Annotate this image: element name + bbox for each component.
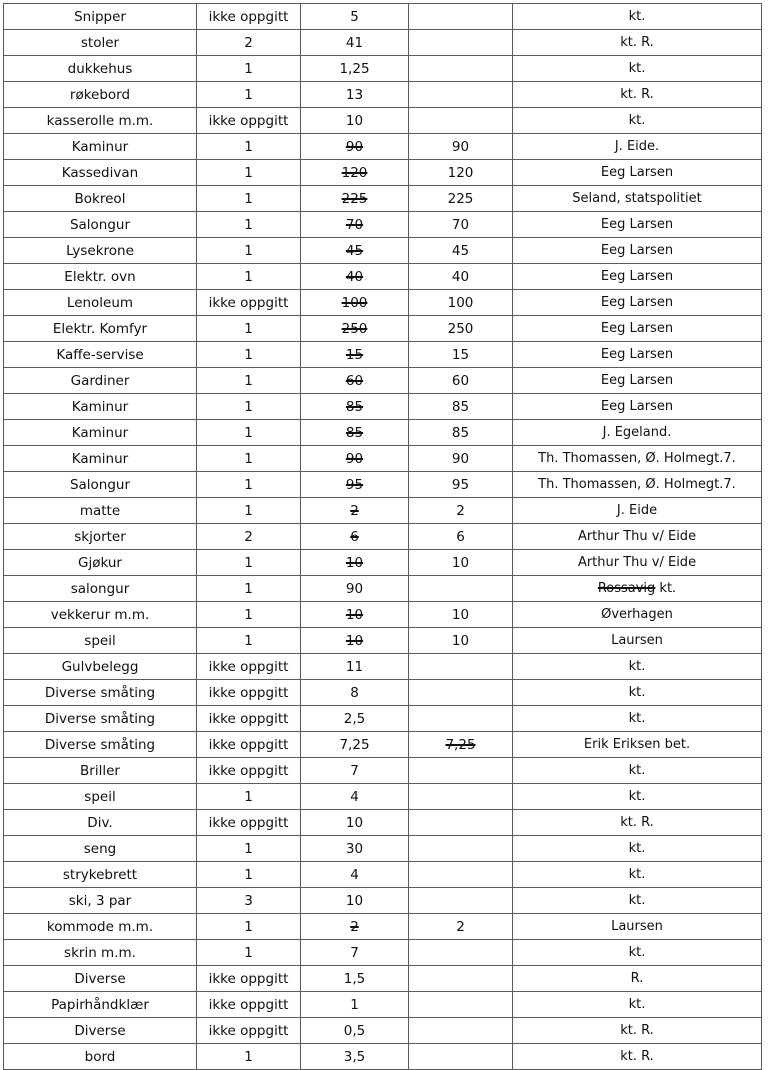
table-row bbox=[4, 4, 762, 30]
buyer-cell: R. bbox=[513, 966, 762, 992]
value-cell: 90 bbox=[301, 446, 409, 472]
value-cell: 120 bbox=[301, 160, 409, 186]
buyer-cell: Eeg Larsen bbox=[513, 238, 762, 264]
item-name-cell: Diverse småting bbox=[4, 732, 197, 758]
price-cell: 15 bbox=[409, 342, 513, 368]
price-cell bbox=[409, 888, 513, 914]
item-name-cell: Kaminur bbox=[4, 394, 197, 420]
buyer-cell: kt. bbox=[513, 992, 762, 1018]
buyer-cell: Laursen bbox=[513, 628, 762, 654]
item-name-cell: Lenoleum bbox=[4, 290, 197, 316]
quantity-cell: 1 bbox=[197, 82, 301, 108]
quantity-cell: 1 bbox=[197, 342, 301, 368]
quantity-cell: ikke oppgitt bbox=[197, 810, 301, 836]
item-name-cell: matte bbox=[4, 498, 197, 524]
item-name-cell: seng bbox=[4, 836, 197, 862]
value-cell: 85 bbox=[301, 420, 409, 446]
value-cell: 90 bbox=[301, 134, 409, 160]
value-cell: 10 bbox=[301, 550, 409, 576]
price-cell bbox=[409, 108, 513, 134]
buyer-cell: kt. bbox=[513, 680, 762, 706]
price-cell: 90 bbox=[409, 446, 513, 472]
buyer-rest-text: kt. bbox=[655, 581, 677, 596]
item-name-cell: speil bbox=[4, 784, 197, 810]
item-name-cell: salongur bbox=[4, 576, 197, 602]
table-row bbox=[4, 1018, 762, 1044]
item-name-cell: Diverse småting bbox=[4, 706, 197, 732]
table-row bbox=[4, 446, 762, 472]
quantity-cell: 1 bbox=[197, 56, 301, 82]
item-name-cell: Salongur bbox=[4, 212, 197, 238]
table-row bbox=[4, 420, 762, 446]
value-cell: 2 bbox=[301, 498, 409, 524]
value-cell: 4 bbox=[301, 862, 409, 888]
buyer-cell: Øverhagen bbox=[513, 602, 762, 628]
table-row bbox=[4, 628, 762, 654]
price-cell: 45 bbox=[409, 238, 513, 264]
value-cell: 11 bbox=[301, 654, 409, 680]
table-row bbox=[4, 264, 762, 290]
value-cell: 7 bbox=[301, 758, 409, 784]
quantity-cell: ikke oppgitt bbox=[197, 654, 301, 680]
item-name-cell: Bokreol bbox=[4, 186, 197, 212]
quantity-cell: ikke oppgitt bbox=[197, 108, 301, 134]
quantity-cell: 1 bbox=[197, 186, 301, 212]
buyer-cell: Laursen bbox=[513, 914, 762, 940]
price-cell: 10 bbox=[409, 628, 513, 654]
value-cell: 30 bbox=[301, 836, 409, 862]
buyer-cell: kt. bbox=[513, 654, 762, 680]
buyer-cell: Th. Thomassen, Ø. Holmegt.7. bbox=[513, 472, 762, 498]
table-row bbox=[4, 472, 762, 498]
price-cell: 7,25 bbox=[409, 732, 513, 758]
item-name-cell: røkebord bbox=[4, 82, 197, 108]
buyer-cell: Eeg Larsen bbox=[513, 368, 762, 394]
quantity-cell: 1 bbox=[197, 394, 301, 420]
price-cell bbox=[409, 810, 513, 836]
value-cell: 41 bbox=[301, 30, 409, 56]
quantity-cell: 1 bbox=[197, 628, 301, 654]
price-cell: 95 bbox=[409, 472, 513, 498]
item-name-cell: kommode m.m. bbox=[4, 914, 197, 940]
buyer-cell: kt. R. bbox=[513, 1018, 762, 1044]
item-name-cell: kasserolle m.m. bbox=[4, 108, 197, 134]
value-cell: 3,5 bbox=[301, 1044, 409, 1070]
table-row bbox=[4, 524, 762, 550]
item-name-cell: Diverse bbox=[4, 966, 197, 992]
quantity-cell: 1 bbox=[197, 264, 301, 290]
item-name-cell: strykebrett bbox=[4, 862, 197, 888]
item-name-cell: Kaminur bbox=[4, 134, 197, 160]
item-name-cell: Div. bbox=[4, 810, 197, 836]
value-cell: 1,5 bbox=[301, 966, 409, 992]
buyer-cell: kt. bbox=[513, 888, 762, 914]
table-row bbox=[4, 238, 762, 264]
value-cell: 8 bbox=[301, 680, 409, 706]
item-name-cell: Papirhåndklær bbox=[4, 992, 197, 1018]
buyer-cell: Eeg Larsen bbox=[513, 290, 762, 316]
table-row bbox=[4, 966, 762, 992]
buyer-cell: Eeg Larsen bbox=[513, 394, 762, 420]
value-cell: 45 bbox=[301, 238, 409, 264]
item-name-cell: speil bbox=[4, 628, 197, 654]
table-row bbox=[4, 550, 762, 576]
quantity-cell: 1 bbox=[197, 134, 301, 160]
buyer-cell: J. Egeland. bbox=[513, 420, 762, 446]
inventory-table-body bbox=[4, 4, 762, 1070]
quantity-cell: ikke oppgitt bbox=[197, 966, 301, 992]
price-cell: 40 bbox=[409, 264, 513, 290]
item-name-cell: vekkerur m.m. bbox=[4, 602, 197, 628]
table-row bbox=[4, 30, 762, 56]
value-cell: 10 bbox=[301, 888, 409, 914]
table-row bbox=[4, 108, 762, 134]
quantity-cell: 1 bbox=[197, 420, 301, 446]
item-name-cell: Elektr. ovn bbox=[4, 264, 197, 290]
table-row bbox=[4, 914, 762, 940]
item-name-cell: Snipper bbox=[4, 4, 197, 30]
price-cell bbox=[409, 940, 513, 966]
buyer-cell: kt. bbox=[513, 836, 762, 862]
value-cell: 90 bbox=[301, 576, 409, 602]
value-cell: 85 bbox=[301, 394, 409, 420]
table-row bbox=[4, 134, 762, 160]
buyer-cell: kt. bbox=[513, 784, 762, 810]
price-cell bbox=[409, 758, 513, 784]
quantity-cell: ikke oppgitt bbox=[197, 706, 301, 732]
value-cell: 2 bbox=[301, 914, 409, 940]
quantity-cell: ikke oppgitt bbox=[197, 992, 301, 1018]
buyer-cell: J. Eide bbox=[513, 498, 762, 524]
buyer-cell: Arthur Thu v/ Eide bbox=[513, 524, 762, 550]
quantity-cell: 2 bbox=[197, 524, 301, 550]
price-cell: 10 bbox=[409, 602, 513, 628]
buyer-cell: kt. bbox=[513, 108, 762, 134]
value-cell: 6 bbox=[301, 524, 409, 550]
value-cell: 13 bbox=[301, 82, 409, 108]
quantity-cell: ikke oppgitt bbox=[197, 290, 301, 316]
price-cell: 2 bbox=[409, 914, 513, 940]
price-cell: 6 bbox=[409, 524, 513, 550]
buyer-cell: kt. bbox=[513, 706, 762, 732]
quantity-cell: 2 bbox=[197, 30, 301, 56]
price-cell: 225 bbox=[409, 186, 513, 212]
price-cell bbox=[409, 862, 513, 888]
value-cell: 0,5 bbox=[301, 1018, 409, 1044]
item-name-cell: Diverse småting bbox=[4, 680, 197, 706]
value-cell: 1 bbox=[301, 992, 409, 1018]
price-cell bbox=[409, 82, 513, 108]
quantity-cell: 1 bbox=[197, 212, 301, 238]
value-cell: 1,25 bbox=[301, 56, 409, 82]
value-cell: 4 bbox=[301, 784, 409, 810]
item-name-cell: stoler bbox=[4, 30, 197, 56]
table-row bbox=[4, 316, 762, 342]
price-cell: 120 bbox=[409, 160, 513, 186]
quantity-cell: 1 bbox=[197, 862, 301, 888]
table-row bbox=[4, 602, 762, 628]
buyer-cell: Seland, statspolitiet bbox=[513, 186, 762, 212]
buyer-cell: Arthur Thu v/ Eide bbox=[513, 550, 762, 576]
item-name-cell: Briller bbox=[4, 758, 197, 784]
value-cell: 10 bbox=[301, 810, 409, 836]
item-name-cell: Gjøkur bbox=[4, 550, 197, 576]
buyer-cell: J. Eide. bbox=[513, 134, 762, 160]
value-cell: 10 bbox=[301, 108, 409, 134]
buyer-cell bbox=[513, 576, 762, 602]
price-cell bbox=[409, 654, 513, 680]
quantity-cell: 1 bbox=[197, 498, 301, 524]
table-row bbox=[4, 940, 762, 966]
table-row bbox=[4, 888, 762, 914]
buyer-cell: Th. Thomassen, Ø. Holmegt.7. bbox=[513, 446, 762, 472]
quantity-cell: ikke oppgitt bbox=[197, 1018, 301, 1044]
price-cell bbox=[409, 1044, 513, 1070]
quantity-cell: 1 bbox=[197, 368, 301, 394]
table-row bbox=[4, 732, 762, 758]
value-cell: 40 bbox=[301, 264, 409, 290]
table-row bbox=[4, 810, 762, 836]
quantity-cell: 1 bbox=[197, 472, 301, 498]
quantity-cell: 1 bbox=[197, 316, 301, 342]
item-name-cell: Gardiner bbox=[4, 368, 197, 394]
value-cell: 7,25 bbox=[301, 732, 409, 758]
item-name-cell: skrin m.m. bbox=[4, 940, 197, 966]
price-cell: 90 bbox=[409, 134, 513, 160]
quantity-cell: 1 bbox=[197, 602, 301, 628]
table-row bbox=[4, 82, 762, 108]
table-row bbox=[4, 654, 762, 680]
quantity-cell: 1 bbox=[197, 914, 301, 940]
value-cell: 100 bbox=[301, 290, 409, 316]
value-cell: 60 bbox=[301, 368, 409, 394]
buyer-cell: Eeg Larsen bbox=[513, 160, 762, 186]
buyer-cell: Erik Eriksen bet. bbox=[513, 732, 762, 758]
inventory-table bbox=[3, 3, 762, 1070]
table-row bbox=[4, 290, 762, 316]
quantity-cell: 1 bbox=[197, 576, 301, 602]
table-row bbox=[4, 758, 762, 784]
item-name-cell: ski, 3 par bbox=[4, 888, 197, 914]
quantity-cell: 1 bbox=[197, 836, 301, 862]
value-cell: 250 bbox=[301, 316, 409, 342]
buyer-cell: kt. bbox=[513, 56, 762, 82]
price-cell: 85 bbox=[409, 394, 513, 420]
quantity-cell: 1 bbox=[197, 940, 301, 966]
table-row bbox=[4, 394, 762, 420]
quantity-cell: 1 bbox=[197, 238, 301, 264]
buyer-cell: Eeg Larsen bbox=[513, 212, 762, 238]
item-name-cell: skjorter bbox=[4, 524, 197, 550]
price-cell: 10 bbox=[409, 550, 513, 576]
item-name-cell: Kaminur bbox=[4, 446, 197, 472]
quantity-cell: ikke oppgitt bbox=[197, 758, 301, 784]
table-row bbox=[4, 576, 762, 602]
price-cell: 60 bbox=[409, 368, 513, 394]
table-row bbox=[4, 784, 762, 810]
quantity-cell: 3 bbox=[197, 888, 301, 914]
table-row bbox=[4, 706, 762, 732]
price-cell bbox=[409, 784, 513, 810]
price-cell bbox=[409, 576, 513, 602]
price-cell bbox=[409, 706, 513, 732]
item-name-cell: Salongur bbox=[4, 472, 197, 498]
table-row bbox=[4, 680, 762, 706]
item-name-cell: dukkehus bbox=[4, 56, 197, 82]
table-row bbox=[4, 56, 762, 82]
value-cell: 7 bbox=[301, 940, 409, 966]
value-cell: 2,5 bbox=[301, 706, 409, 732]
price-cell bbox=[409, 30, 513, 56]
buyer-cell: kt. R. bbox=[513, 82, 762, 108]
quantity-cell: ikke oppgitt bbox=[197, 732, 301, 758]
price-cell: 100 bbox=[409, 290, 513, 316]
item-name-cell: bord bbox=[4, 1044, 197, 1070]
buyer-cell: Eeg Larsen bbox=[513, 316, 762, 342]
table-row bbox=[4, 160, 762, 186]
item-name-cell: Kaffe-servise bbox=[4, 342, 197, 368]
value-cell: 95 bbox=[301, 472, 409, 498]
item-name-cell: Lysekrone bbox=[4, 238, 197, 264]
item-name-cell: Kaminur bbox=[4, 420, 197, 446]
value-cell: 225 bbox=[301, 186, 409, 212]
table-row bbox=[4, 992, 762, 1018]
buyer-cell: kt. bbox=[513, 862, 762, 888]
table-row bbox=[4, 836, 762, 862]
buyer-cell: Eeg Larsen bbox=[513, 264, 762, 290]
price-cell bbox=[409, 836, 513, 862]
table-row bbox=[4, 186, 762, 212]
table-row bbox=[4, 212, 762, 238]
item-name-cell: Gulvbelegg bbox=[4, 654, 197, 680]
buyer-cell: kt. R. bbox=[513, 1044, 762, 1070]
quantity-cell: ikke oppgitt bbox=[197, 4, 301, 30]
price-cell bbox=[409, 992, 513, 1018]
item-name-cell: Diverse bbox=[4, 1018, 197, 1044]
buyer-struck-text: Rossavig bbox=[597, 581, 656, 596]
buyer-cell: kt. bbox=[513, 940, 762, 966]
quantity-cell: 1 bbox=[197, 784, 301, 810]
price-cell: 250 bbox=[409, 316, 513, 342]
table-row bbox=[4, 1044, 762, 1070]
value-cell: 15 bbox=[301, 342, 409, 368]
quantity-cell: 1 bbox=[197, 160, 301, 186]
value-cell: 5 bbox=[301, 4, 409, 30]
item-name-cell: Kassedivan bbox=[4, 160, 197, 186]
value-cell: 10 bbox=[301, 602, 409, 628]
buyer-cell: kt. R. bbox=[513, 810, 762, 836]
price-cell: 70 bbox=[409, 212, 513, 238]
quantity-cell: 1 bbox=[197, 1044, 301, 1070]
price-cell: 85 bbox=[409, 420, 513, 446]
value-cell: 70 bbox=[301, 212, 409, 238]
quantity-cell: 1 bbox=[197, 446, 301, 472]
price-cell bbox=[409, 966, 513, 992]
buyer-cell: kt. R. bbox=[513, 30, 762, 56]
buyer-cell: kt. bbox=[513, 4, 762, 30]
table-row bbox=[4, 368, 762, 394]
price-cell bbox=[409, 56, 513, 82]
table-row bbox=[4, 498, 762, 524]
table-row bbox=[4, 342, 762, 368]
buyer-cell: kt. bbox=[513, 758, 762, 784]
value-cell: 10 bbox=[301, 628, 409, 654]
quantity-cell: ikke oppgitt bbox=[197, 680, 301, 706]
buyer-cell: Eeg Larsen bbox=[513, 342, 762, 368]
quantity-cell: 1 bbox=[197, 550, 301, 576]
price-cell bbox=[409, 1018, 513, 1044]
price-cell bbox=[409, 680, 513, 706]
table-row bbox=[4, 862, 762, 888]
price-cell bbox=[409, 4, 513, 30]
item-name-cell: Elektr. Komfyr bbox=[4, 316, 197, 342]
price-cell: 2 bbox=[409, 498, 513, 524]
